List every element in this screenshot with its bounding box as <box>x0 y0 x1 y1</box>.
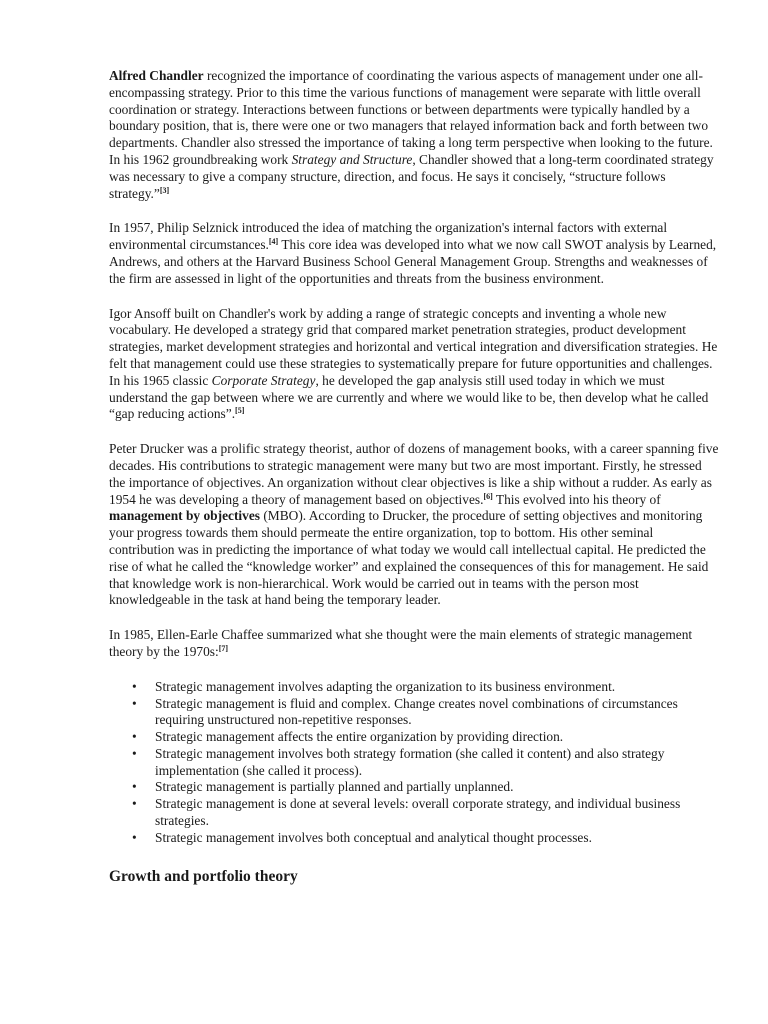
paragraph-chandler: Alfred Chandler recognized the importance of coordinating the various aspects of management under one all-encompassing strategy. Prior to this time the various functions of management were separate with little overall coordination or strategy. Interactions between functions or between departments were typically handled by a boundary position, that is, there were one or two managers that relayed information back and forth between two departments. Chandler also stressed the importance of taking a long term perspective when looking to the future. In his 1962 groundbreaking work Strategy and Structure, Chandler showed that a long-term coordinated strategy was necessary to give a company structure, direction, and focus. He says it concisely, “structure follows strategy.”[3] <box>109 68 714 201</box>
bullet-icon: • <box>132 829 137 845</box>
citation-link[interactable]: [4] <box>268 237 279 247</box>
bullet-list <box>109 679 719 847</box>
bullet-icon: • <box>132 779 137 795</box>
document-page <box>109 68 719 887</box>
bullet-icon: • <box>132 729 137 745</box>
paragraph-chaffee: In 1985, Ellen-Earle Chaffee summarized what she thought were the main elements of strategic management theory by the 1970s:[7] <box>109 627 693 659</box>
bullet-icon: • <box>132 678 137 694</box>
section-heading: Growth and portfolio theory <box>109 867 298 885</box>
book-title: Corporate Strategy <box>211 372 316 388</box>
list-item: • Strategic management is fluid and complex. Change creates novel combinations of circumstances requiring unstructured non-repetitive responses. <box>132 695 678 728</box>
bullet-icon: • <box>132 745 137 761</box>
paragraph-drucker: Peter Drucker was a prolific strategy theorist, author of dozens of management books, with a career spanning five decades. His contributions to strategic management were many but two are most important. Firstly, he stressed the importance of objectives. An organization without clear objectives is like a ship without a rudder. As early as 1954 he was developing a theory of management based on objectives.[6] This evolved into his theory of management by objectives (MBO). According to Drucker, the procedure of setting objectives and monitoring your progress towards them should permeate the entire organization, top to bottom. His other seminal contribution was in predicting the importance of what today we would call intellectual capital. He predicted the rise of what he called the “knowledge worker” and explained the consequences of this for management. He said that knowledge work is non-hierarchical. Work would be carried out in teams with the person most knowledgeable in the task at hand being the temporary leader. <box>109 441 719 608</box>
list-item: • Strategic management is done at several levels: overall corporate strategy, and individual business strategies. <box>132 796 681 829</box>
bullet-icon: • <box>132 695 137 711</box>
list-item: • Strategic management involves adapting the organization to its business environment. <box>132 678 616 694</box>
paragraph-lead-name: Alfred Chandler <box>109 68 204 83</box>
list-item: • Strategic management affects the entire organization by providing direction. <box>132 729 564 745</box>
key-term: management by objectives <box>109 508 260 524</box>
citation-link[interactable]: [6] <box>483 491 493 501</box>
book-title: Strategy and Structure <box>291 151 413 167</box>
list-item: • Strategic management involves both conceptual and analytical thought processes. <box>132 829 592 845</box>
citation-link[interactable]: [7] <box>218 643 229 653</box>
paragraph-ansoff: Igor Ansoff built on Chandler's work by adding a range of strategic concepts and inventing a whole new vocabulary. He developed a strategy grid that compared market penetration strategies, product development strategies, market development strategies and horizontal and vertical integration and diversification strategies. He felt that management could use these strategies to systematically prepare for future opportunities and challenges. In his 1965 classic Corporate Strategy, he developed the gap analysis still used today in which we must understand the gap between where we are currently and where we would like to be, then develop what he called “gap reducing actions”.[5] <box>109 305 718 422</box>
paragraph-selznick: In 1957, Philip Selznick introduced the idea of matching the organization's internal factors with external environmental circumstances.[4] This core idea was developed into what we now call SWOT analysis by Learned, Andrews, and others at the Harvard Business School General Management Group. Strengths and weaknesses of the firm are assessed in light of the opportunities and threats from the business environment. <box>109 220 717 286</box>
citation-link[interactable]: [3] <box>159 185 170 195</box>
list-item: • Strategic management involves both strategy formation (she called it content) and also strategy implementation (she called it process). <box>132 745 665 778</box>
citation-link[interactable]: [5] <box>235 406 245 416</box>
list-item: • Strategic management is partially planned and partially unplanned. <box>132 779 514 795</box>
bullet-icon: • <box>132 796 137 812</box>
